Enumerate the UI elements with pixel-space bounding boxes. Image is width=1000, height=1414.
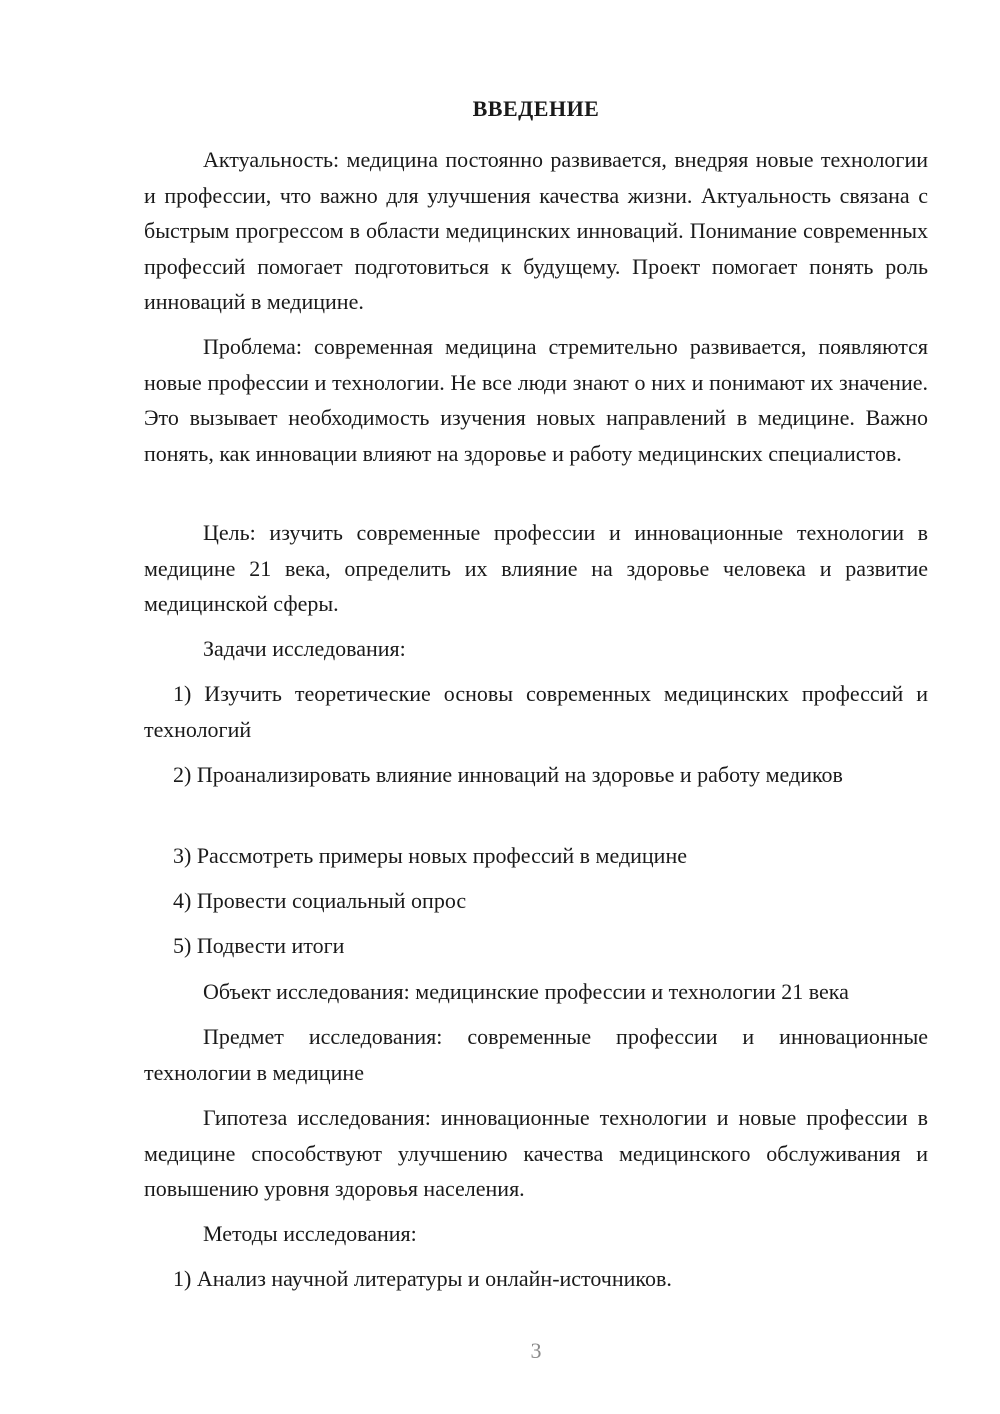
paragraph-relevance: Актуальность: медицина постоянно развивается, внедряя новые технологии и профессии, что важно для улучшения качества жизни. Актуальность связана с быстрым прогрессом в области медицинских инноваций. Понимание современных профессий помогает подготовиться к будущему. Проект помогает понять роль инноваций в медицине. <box>144 147 928 314</box>
page-number: 3 <box>530 1338 542 1363</box>
paragraph-goal: Цель: изучить современные профессии и инновационные технологии в медицине 21 века, определить их влияние на здоровье человека и развитие медицинской сферы. <box>144 520 928 616</box>
paragraph-object: Объект исследования: медицинские профессии и технологии 21 века <box>203 979 849 1004</box>
paragraph-problem: Проблема: современная медицина стремительно развивается, появляются новые профессии и технологии. Не все люди знают о них и понимают их значение. Это вызывает необходимость изучения новых направлений в медицине. Важно понять, как инновации влияют на здоровье и работу медицинских специалистов. <box>144 334 928 466</box>
paragraph-hypothesis: Гипотеза исследования: инновационные технологии и новые профессии в медицине способствуют улучшению качества медицинского обслуживания и повышению уровня здоровья населения. <box>144 1105 928 1201</box>
task-item-3: 3) Рассмотреть примеры новых профессий в медицине <box>173 843 687 868</box>
task-item-5: 5) Подвести итоги <box>173 933 345 958</box>
task-item-4: 4) Провести социальный опрос <box>173 888 467 913</box>
task-item-2: 2) Проанализировать влияние инноваций на здоровье и работу медиков <box>173 762 843 787</box>
tasks-heading: Задачи исследования: <box>203 636 406 661</box>
page-title: ВВЕДЕНИЕ <box>472 96 600 121</box>
task-item-1: 1) Изучить теоретические основы современных медицинских профессий и технологий <box>144 681 928 742</box>
paragraph-subject: Предмет исследования: современные профессии и инновационные технологии в медицине <box>144 1024 928 1085</box>
methods-heading: Методы исследования: <box>203 1221 417 1246</box>
method-item-1: 1) Анализ научной литературы и онлайн-источников. <box>173 1266 672 1291</box>
